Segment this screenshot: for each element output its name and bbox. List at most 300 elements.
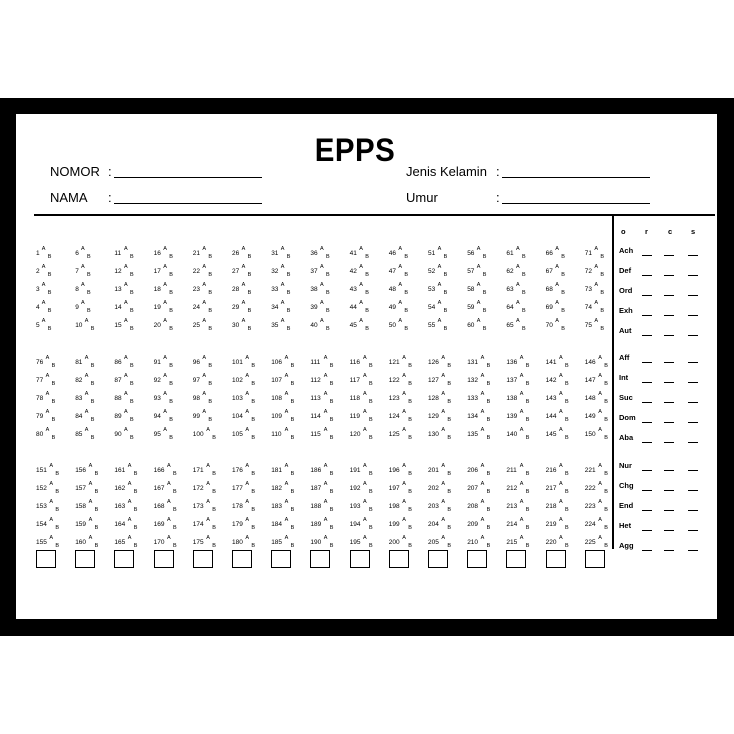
- question-item[interactable]: [153, 409, 173, 423]
- option-a[interactable]: A: [558, 409, 563, 415]
- option-b[interactable]: B: [564, 435, 569, 441]
- question-item[interactable]: [467, 517, 491, 531]
- question-item[interactable]: [232, 517, 256, 531]
- option-b[interactable]: B: [521, 290, 526, 296]
- option-b[interactable]: B: [564, 417, 569, 423]
- question-item[interactable]: [271, 481, 295, 495]
- option-a[interactable]: A: [515, 282, 520, 288]
- option-a[interactable]: A: [49, 535, 54, 541]
- question-item[interactable]: [36, 463, 60, 477]
- option-b[interactable]: B: [600, 290, 605, 296]
- option-b[interactable]: B: [329, 525, 334, 531]
- question-item[interactable]: [349, 535, 373, 549]
- option-a[interactable]: A: [206, 481, 210, 487]
- option-b[interactable]: B: [561, 326, 565, 332]
- option-a[interactable]: A: [206, 535, 210, 541]
- question-item[interactable]: [36, 355, 56, 369]
- option-b[interactable]: B: [47, 254, 52, 260]
- option-a[interactable]: A: [480, 409, 485, 415]
- option-a[interactable]: A: [398, 264, 403, 270]
- question-item[interactable]: [428, 246, 448, 260]
- option-a[interactable]: A: [323, 517, 328, 523]
- option-a[interactable]: A: [41, 246, 46, 252]
- option-a[interactable]: A: [323, 535, 328, 541]
- question-item[interactable]: [388, 499, 412, 513]
- option-a[interactable]: A: [441, 409, 446, 415]
- option-b[interactable]: B: [368, 471, 373, 477]
- option-b[interactable]: B: [208, 381, 213, 387]
- question-item[interactable]: [388, 318, 409, 332]
- option-a[interactable]: A: [41, 264, 46, 270]
- question-item[interactable]: [388, 355, 412, 369]
- score-blank[interactable]: [688, 422, 698, 423]
- option-a[interactable]: A: [84, 391, 89, 397]
- score-blank[interactable]: [688, 530, 698, 531]
- option-a[interactable]: A: [362, 409, 367, 415]
- question-item[interactable]: [114, 517, 138, 531]
- score-blank[interactable]: [664, 315, 674, 316]
- option-b[interactable]: B: [329, 435, 334, 441]
- option-a[interactable]: A: [402, 499, 406, 505]
- question-item[interactable]: [545, 246, 565, 260]
- score-blank[interactable]: [664, 510, 674, 511]
- question-item[interactable]: [349, 463, 373, 477]
- answer-box[interactable]: [546, 550, 566, 568]
- option-b[interactable]: B: [51, 363, 56, 369]
- option-a[interactable]: A: [163, 318, 167, 324]
- option-b[interactable]: B: [208, 290, 213, 296]
- question-item[interactable]: [232, 246, 252, 260]
- option-a[interactable]: A: [284, 517, 289, 523]
- option-a[interactable]: A: [206, 517, 210, 523]
- question-item[interactable]: [75, 373, 95, 387]
- option-a[interactable]: A: [598, 373, 602, 379]
- option-a[interactable]: A: [437, 300, 442, 306]
- option-a[interactable]: A: [555, 318, 559, 324]
- option-b[interactable]: B: [604, 471, 608, 477]
- question-item[interactable]: [506, 300, 526, 314]
- option-b[interactable]: B: [404, 326, 409, 332]
- option-b[interactable]: B: [447, 363, 452, 369]
- question-item[interactable]: [271, 300, 291, 314]
- option-b[interactable]: B: [408, 399, 412, 405]
- score-blank[interactable]: [664, 295, 674, 296]
- question-item[interactable]: [192, 481, 216, 495]
- answer-box[interactable]: [154, 550, 174, 568]
- option-b[interactable]: B: [129, 308, 134, 314]
- option-a[interactable]: A: [362, 499, 367, 505]
- question-item[interactable]: [584, 499, 608, 513]
- question-item[interactable]: [349, 246, 369, 260]
- option-a[interactable]: A: [284, 427, 289, 433]
- score-blank[interactable]: [642, 490, 652, 491]
- option-a[interactable]: A: [206, 463, 210, 469]
- option-a[interactable]: A: [362, 373, 367, 379]
- question-item[interactable]: [467, 264, 487, 278]
- question-item[interactable]: [349, 264, 369, 278]
- answer-box[interactable]: [271, 550, 291, 568]
- question-item[interactable]: [545, 318, 565, 332]
- option-b[interactable]: B: [251, 363, 256, 369]
- option-a[interactable]: A: [202, 318, 207, 324]
- option-b[interactable]: B: [290, 363, 295, 369]
- option-a[interactable]: A: [515, 300, 520, 306]
- option-b[interactable]: B: [447, 507, 452, 513]
- option-a[interactable]: A: [319, 264, 324, 270]
- option-b[interactable]: B: [169, 326, 173, 332]
- question-item[interactable]: [75, 481, 99, 495]
- option-b[interactable]: B: [604, 363, 608, 369]
- option-a[interactable]: A: [166, 499, 171, 505]
- option-b[interactable]: B: [525, 399, 530, 405]
- option-b[interactable]: B: [365, 326, 369, 332]
- question-item[interactable]: [428, 264, 448, 278]
- option-b[interactable]: B: [604, 507, 608, 513]
- option-a[interactable]: A: [402, 481, 406, 487]
- option-b[interactable]: B: [251, 399, 256, 405]
- question-item[interactable]: [349, 499, 373, 513]
- option-b[interactable]: B: [169, 417, 173, 423]
- option-b[interactable]: B: [251, 489, 256, 495]
- option-a[interactable]: A: [598, 463, 602, 469]
- option-b[interactable]: B: [564, 507, 569, 513]
- question-item[interactable]: [114, 355, 134, 369]
- question-item[interactable]: [388, 481, 412, 495]
- score-blank[interactable]: [664, 422, 674, 423]
- question-item[interactable]: [114, 391, 134, 405]
- option-a[interactable]: A: [241, 282, 246, 288]
- question-item[interactable]: [506, 373, 530, 387]
- option-a[interactable]: A: [558, 355, 563, 361]
- option-b[interactable]: B: [172, 507, 177, 513]
- option-b[interactable]: B: [169, 254, 173, 260]
- score-blank[interactable]: [642, 362, 652, 363]
- question-item[interactable]: [232, 391, 256, 405]
- option-a[interactable]: A: [123, 373, 128, 379]
- option-a[interactable]: A: [519, 517, 524, 523]
- question-item[interactable]: [36, 391, 56, 405]
- option-a[interactable]: A: [362, 463, 367, 469]
- option-a[interactable]: A: [441, 463, 446, 469]
- option-a[interactable]: A: [84, 318, 89, 324]
- option-a[interactable]: A: [45, 391, 50, 397]
- option-a[interactable]: A: [402, 427, 406, 433]
- score-blank[interactable]: [642, 315, 652, 316]
- option-b[interactable]: B: [51, 399, 56, 405]
- option-b[interactable]: B: [368, 525, 373, 531]
- option-a[interactable]: A: [594, 318, 599, 324]
- option-b[interactable]: B: [447, 543, 452, 549]
- option-a[interactable]: A: [441, 391, 446, 397]
- option-a[interactable]: A: [280, 318, 285, 324]
- option-a[interactable]: A: [80, 264, 85, 270]
- question-item[interactable]: [467, 535, 491, 549]
- option-a[interactable]: A: [284, 373, 289, 379]
- option-a[interactable]: A: [476, 300, 481, 306]
- option-b[interactable]: B: [604, 417, 608, 423]
- option-a[interactable]: A: [437, 264, 442, 270]
- option-b[interactable]: B: [325, 326, 330, 332]
- option-b[interactable]: B: [482, 290, 487, 296]
- question-item[interactable]: [506, 264, 526, 278]
- option-a[interactable]: A: [515, 246, 520, 252]
- question-item[interactable]: [310, 463, 334, 477]
- answer-box[interactable]: [310, 550, 330, 568]
- option-a[interactable]: A: [88, 517, 93, 523]
- option-a[interactable]: A: [402, 535, 406, 541]
- question-item[interactable]: [584, 481, 608, 495]
- option-a[interactable]: A: [127, 463, 132, 469]
- option-a[interactable]: A: [480, 373, 485, 379]
- option-b[interactable]: B: [447, 417, 452, 423]
- option-a[interactable]: A: [558, 463, 563, 469]
- option-b[interactable]: B: [247, 272, 252, 278]
- option-a[interactable]: A: [123, 391, 128, 397]
- option-a[interactable]: A: [476, 282, 481, 288]
- option-a[interactable]: A: [202, 300, 207, 306]
- question-item[interactable]: [467, 427, 491, 441]
- option-a[interactable]: A: [402, 409, 406, 415]
- question-item[interactable]: [36, 264, 52, 278]
- option-b[interactable]: B: [90, 435, 95, 441]
- question-item[interactable]: [545, 499, 569, 513]
- option-a[interactable]: A: [519, 355, 524, 361]
- option-b[interactable]: B: [129, 363, 134, 369]
- answer-box[interactable]: [428, 550, 448, 568]
- option-b[interactable]: B: [600, 326, 605, 332]
- option-a[interactable]: A: [245, 463, 250, 469]
- option-a[interactable]: A: [202, 391, 207, 397]
- option-b[interactable]: B: [604, 381, 608, 387]
- question-item[interactable]: [75, 517, 99, 531]
- option-b[interactable]: B: [290, 507, 295, 513]
- option-a[interactable]: A: [127, 481, 132, 487]
- question-item[interactable]: [232, 535, 256, 549]
- option-b[interactable]: B: [404, 254, 409, 260]
- option-b[interactable]: B: [482, 308, 487, 314]
- option-b[interactable]: B: [94, 489, 99, 495]
- option-b[interactable]: B: [525, 489, 530, 495]
- option-a[interactable]: A: [163, 264, 167, 270]
- question-item[interactable]: [114, 481, 138, 495]
- option-b[interactable]: B: [133, 489, 138, 495]
- option-a[interactable]: A: [41, 300, 46, 306]
- score-blank[interactable]: [642, 470, 652, 471]
- question-item[interactable]: [192, 499, 216, 513]
- option-b[interactable]: B: [247, 290, 252, 296]
- question-item[interactable]: [584, 409, 608, 423]
- option-b[interactable]: B: [521, 254, 526, 260]
- option-b[interactable]: B: [129, 326, 134, 332]
- option-a[interactable]: A: [49, 499, 54, 505]
- question-item[interactable]: [428, 463, 452, 477]
- option-a[interactable]: A: [241, 264, 246, 270]
- option-b[interactable]: B: [290, 435, 295, 441]
- question-item[interactable]: [310, 318, 330, 332]
- option-b[interactable]: B: [521, 308, 526, 314]
- option-a[interactable]: A: [558, 481, 563, 487]
- option-a[interactable]: A: [598, 427, 602, 433]
- option-b[interactable]: B: [604, 525, 608, 531]
- option-b[interactable]: B: [208, 399, 213, 405]
- option-a[interactable]: A: [206, 499, 210, 505]
- question-item[interactable]: [232, 427, 256, 441]
- score-blank[interactable]: [642, 275, 652, 276]
- option-a[interactable]: A: [166, 535, 171, 541]
- question-item[interactable]: [153, 300, 173, 314]
- score-blank[interactable]: [664, 402, 674, 403]
- option-b[interactable]: B: [286, 308, 291, 314]
- option-a[interactable]: A: [280, 246, 285, 252]
- option-a[interactable]: A: [163, 282, 167, 288]
- option-b[interactable]: B: [329, 543, 334, 549]
- option-b[interactable]: B: [169, 272, 173, 278]
- option-a[interactable]: A: [163, 300, 167, 306]
- question-item[interactable]: [271, 318, 291, 332]
- option-a[interactable]: A: [480, 517, 485, 523]
- option-b[interactable]: B: [486, 507, 491, 513]
- question-item[interactable]: [271, 517, 295, 531]
- question-item[interactable]: [310, 391, 334, 405]
- option-b[interactable]: B: [408, 471, 412, 477]
- question-item[interactable]: [114, 318, 134, 332]
- question-item[interactable]: [545, 517, 569, 531]
- option-a[interactable]: A: [163, 427, 167, 433]
- option-a[interactable]: A: [88, 499, 93, 505]
- question-item[interactable]: [75, 300, 91, 314]
- option-a[interactable]: A: [166, 517, 171, 523]
- question-item[interactable]: [428, 282, 448, 296]
- answer-box[interactable]: [467, 550, 487, 568]
- option-b[interactable]: B: [564, 543, 569, 549]
- score-blank[interactable]: [664, 550, 674, 551]
- option-a[interactable]: A: [284, 391, 289, 397]
- option-b[interactable]: B: [525, 471, 530, 477]
- option-b[interactable]: B: [133, 471, 138, 477]
- question-item[interactable]: [192, 282, 213, 296]
- option-b[interactable]: B: [486, 381, 491, 387]
- question-item[interactable]: [271, 391, 295, 405]
- option-a[interactable]: A: [323, 391, 328, 397]
- option-b[interactable]: B: [408, 435, 412, 441]
- option-a[interactable]: A: [123, 427, 128, 433]
- option-b[interactable]: B: [525, 525, 530, 531]
- option-a[interactable]: A: [359, 282, 363, 288]
- option-a[interactable]: A: [359, 264, 363, 270]
- question-item[interactable]: [545, 282, 565, 296]
- score-blank[interactable]: [688, 315, 698, 316]
- option-a[interactable]: A: [284, 535, 289, 541]
- option-a[interactable]: A: [362, 535, 367, 541]
- question-item[interactable]: [271, 427, 295, 441]
- question-item[interactable]: [506, 427, 530, 441]
- option-a[interactable]: A: [88, 535, 93, 541]
- option-a[interactable]: A: [319, 282, 324, 288]
- option-b[interactable]: B: [212, 489, 216, 495]
- option-a[interactable]: A: [84, 355, 89, 361]
- question-item[interactable]: [271, 264, 291, 278]
- option-b[interactable]: B: [55, 543, 60, 549]
- score-blank[interactable]: [664, 442, 674, 443]
- option-b[interactable]: B: [368, 543, 373, 549]
- option-a[interactable]: A: [555, 246, 559, 252]
- question-item[interactable]: [271, 246, 291, 260]
- answer-box[interactable]: [389, 550, 409, 568]
- question-item[interactable]: [310, 409, 334, 423]
- option-a[interactable]: A: [241, 300, 246, 306]
- question-item[interactable]: [114, 535, 138, 549]
- option-a[interactable]: A: [555, 282, 559, 288]
- option-a[interactable]: A: [441, 481, 446, 487]
- answer-box[interactable]: [350, 550, 370, 568]
- option-b[interactable]: B: [94, 543, 99, 549]
- question-item[interactable]: [36, 481, 60, 495]
- option-b[interactable]: B: [208, 363, 213, 369]
- option-b[interactable]: B: [90, 381, 95, 387]
- question-item[interactable]: [153, 391, 173, 405]
- option-a[interactable]: A: [323, 373, 328, 379]
- score-blank[interactable]: [688, 490, 698, 491]
- option-b[interactable]: B: [208, 272, 213, 278]
- option-a[interactable]: A: [202, 373, 207, 379]
- option-a[interactable]: A: [437, 318, 442, 324]
- option-b[interactable]: B: [486, 417, 491, 423]
- question-item[interactable]: [428, 481, 452, 495]
- option-a[interactable]: A: [515, 318, 520, 324]
- option-b[interactable]: B: [169, 308, 173, 314]
- question-item[interactable]: [153, 246, 173, 260]
- option-a[interactable]: A: [245, 409, 250, 415]
- option-b[interactable]: B: [329, 489, 334, 495]
- option-b[interactable]: B: [47, 308, 52, 314]
- option-a[interactable]: A: [555, 264, 559, 270]
- question-item[interactable]: [153, 499, 177, 513]
- option-b[interactable]: B: [365, 290, 369, 296]
- option-b[interactable]: B: [251, 525, 256, 531]
- option-b[interactable]: B: [365, 308, 369, 314]
- option-b[interactable]: B: [169, 399, 173, 405]
- question-item[interactable]: [75, 391, 95, 405]
- option-b[interactable]: B: [329, 381, 334, 387]
- question-item[interactable]: [545, 264, 565, 278]
- option-b[interactable]: B: [486, 543, 491, 549]
- question-item[interactable]: [232, 282, 252, 296]
- question-item[interactable]: [192, 300, 213, 314]
- option-a[interactable]: A: [362, 427, 367, 433]
- option-b[interactable]: B: [51, 435, 56, 441]
- question-item[interactable]: [114, 427, 134, 441]
- question-item[interactable]: [75, 409, 95, 423]
- question-item[interactable]: [192, 373, 213, 387]
- option-a[interactable]: A: [284, 463, 289, 469]
- question-item[interactable]: [584, 318, 605, 332]
- option-a[interactable]: A: [202, 264, 207, 270]
- question-item[interactable]: [232, 264, 252, 278]
- option-a[interactable]: A: [441, 427, 446, 433]
- question-item[interactable]: [192, 318, 213, 332]
- option-b[interactable]: B: [447, 471, 452, 477]
- question-item[interactable]: [232, 355, 256, 369]
- option-a[interactable]: A: [88, 481, 93, 487]
- option-b[interactable]: B: [251, 543, 256, 549]
- question-item[interactable]: [192, 264, 213, 278]
- score-blank[interactable]: [688, 275, 698, 276]
- option-b[interactable]: B: [290, 417, 295, 423]
- question-item[interactable]: [271, 409, 295, 423]
- option-b[interactable]: B: [564, 525, 569, 531]
- option-a[interactable]: A: [245, 481, 250, 487]
- question-item[interactable]: [349, 373, 373, 387]
